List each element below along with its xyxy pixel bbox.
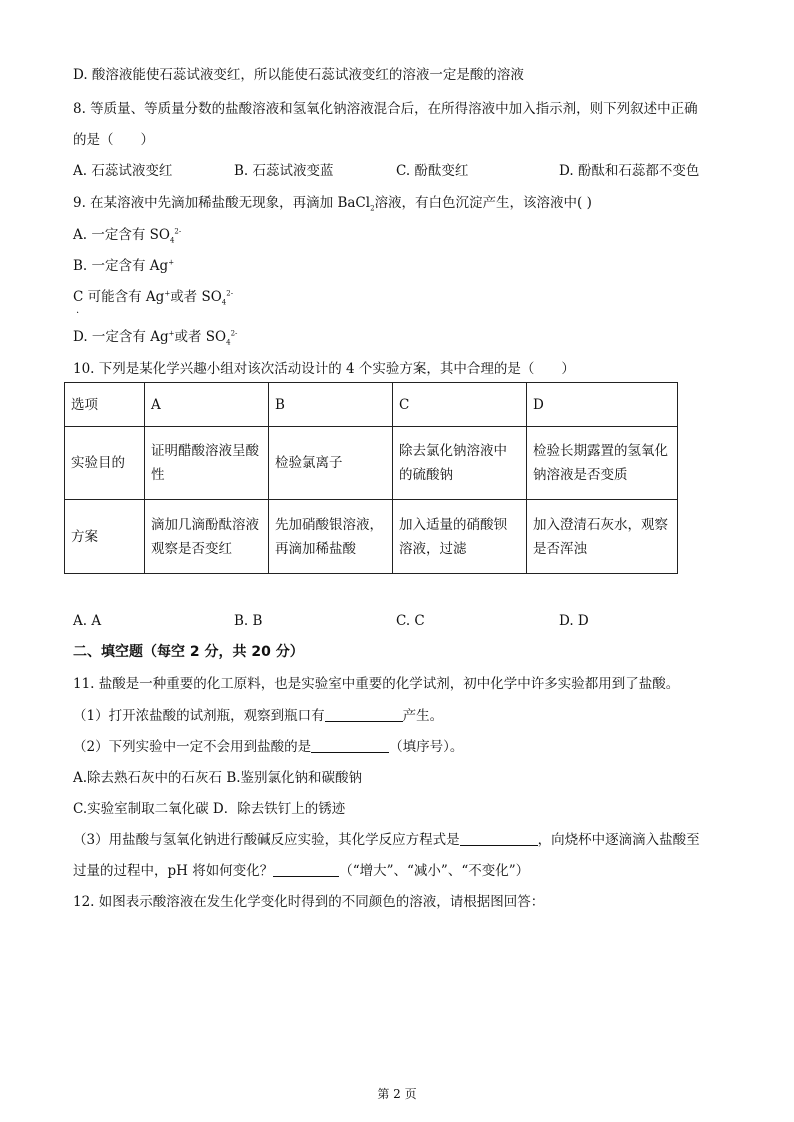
table-cell: 先加硝酸银溶液，再滴加稀盐酸: [269, 500, 393, 574]
q9-option-c-dot: .: [76, 305, 80, 316]
q9-option-c: C 可能含有 Ag+或者 $SO_4^{2-}$: [73, 289, 234, 307]
q11-part2: （2）下列实验中一定不会用到盐酸的是 （填序号）。: [73, 739, 464, 755]
table-cell: 加入适量的硝酸钡溶液，过滤: [393, 500, 527, 574]
table-cell: 选项: [65, 383, 145, 427]
table-cell: 方案: [65, 500, 145, 574]
q11-stem: 11. 盐酸是一种重要的化工原料，也是实验室中重要的化学试剂，初中化学中许多实验都用到了盐酸。: [73, 676, 680, 692]
q8-stem-line2: 的是（ ）: [73, 132, 154, 148]
table-cell: 实验目的: [65, 427, 145, 500]
q11-options-ab: A.除去熟石灰中的石灰石 B.鉴别氯化钠和碳酸钠: [73, 770, 363, 786]
answer-blank[interactable]: [325, 707, 403, 722]
q8-option-a: A. 石蕊试液变红: [73, 163, 173, 179]
table-row-purpose: [65, 427, 678, 500]
section-heading: 二、填空题（每空 2 分，共 20 分）: [73, 644, 304, 660]
q8-option-c: C. 酚酞变红: [396, 163, 469, 179]
answer-blank[interactable]: [311, 738, 389, 753]
q12-stem: 12. 如图表示酸溶液在发生化学变化时得到的不同颜色的溶液，请根据图回答：: [73, 894, 545, 910]
table-cell: 除去氯化钠溶液中的硫酸钠: [393, 427, 527, 500]
q11-options-cd: C.实验室制取二氧化碳 D．除去铁钉上的锈迹: [73, 801, 346, 817]
table-cell: 滴加几滴酚酞溶液观察是否变红: [145, 500, 269, 574]
q11-part3-line1: （3）用盐酸与氢氧化钠进行酸碱反应实验，其化学反应方程式是 ，向烧杯中逐滴滴入盐酸至: [73, 832, 700, 848]
q9-option-d: D. 一定含有 Ag+或者 $SO_4^{2-}$: [73, 329, 238, 347]
answer-blank[interactable]: [273, 862, 339, 877]
q11-part1: （1）打开浓盐酸的试剂瓶，观察到瓶口有 产生。: [73, 708, 444, 724]
table-cell: B: [269, 383, 393, 427]
q10-table: [64, 382, 678, 574]
table-cell: 检验长期露置的氢氧化钠溶液是否变质: [527, 427, 678, 500]
table-cell: 加入澄清石灰水，观察是否浑浊: [527, 500, 678, 574]
q8-option-b: B. 石蕊试液变蓝: [234, 163, 334, 179]
table-cell: D: [527, 383, 678, 427]
q7-option-d: D. 酸溶液能使石蕊试液变红，所以能使石蕊试液变红的溶液一定是酸的溶液: [73, 67, 524, 83]
q10-option-a: A. A: [73, 613, 102, 629]
q9-option-b: B. 一定含有 Ag+: [73, 258, 175, 274]
answer-blank[interactable]: [460, 831, 538, 846]
table-cell: A: [145, 383, 269, 427]
q9-option-a: A. 一定含有 $SO_4^{2-}$: [73, 227, 182, 245]
q9-stem: 9. 在某溶液中先滴加稀盐酸无现象，再滴加 BaCl$_2$溶液，有白色沉淀产生，该溶液中( ): [73, 195, 592, 213]
q11-part3-line2: 过量的过程中，pH 将如何变化？ （“增大”、“减小”、“不变化”）: [73, 863, 530, 879]
q10-option-b: B. B: [234, 613, 263, 629]
table-cell: 证明醋酸溶液呈酸性: [145, 427, 269, 500]
page-number: 第 2 页: [377, 1087, 417, 1101]
q10-stem: 10. 下列是某化学兴趣小组对该次活动设计的 4 个实验方案，其中合理的是（ ）: [73, 361, 575, 377]
table-cell: 检验氯离子: [269, 427, 393, 500]
table-cell: C: [393, 383, 527, 427]
table-row-header: [65, 383, 678, 427]
q10-option-d: D. D: [559, 613, 589, 629]
q8-option-d: D. 酚酞和石蕊都不变色: [559, 163, 700, 179]
q8-stem-line1: 8. 等质量、等质量分数的盐酸溶液和氢氧化钠溶液混合后，在所得溶液中加入指示剂，则下列叙述中正确: [73, 101, 698, 117]
table-row-plan: [65, 500, 678, 574]
q10-option-c: C. C: [396, 613, 425, 629]
